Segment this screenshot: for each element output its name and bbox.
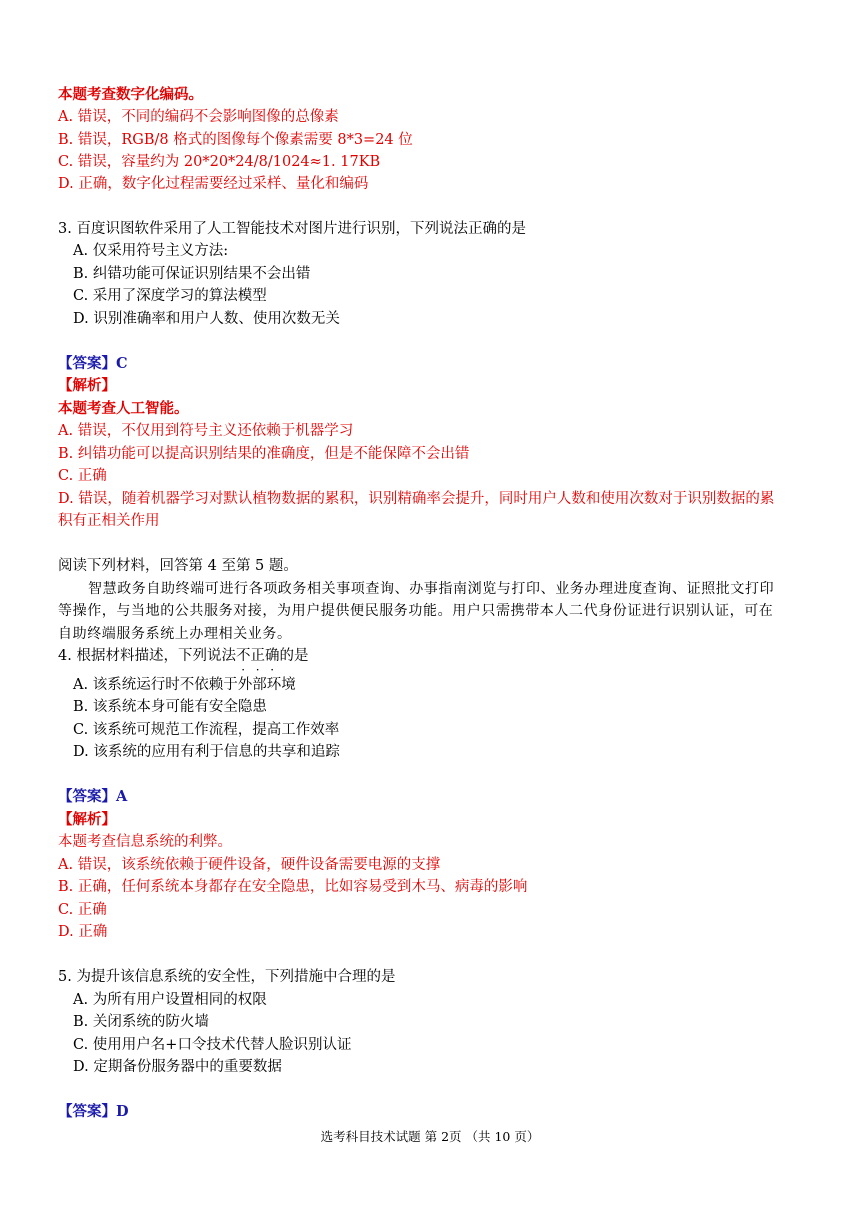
q4-topic: 本题考查信息系统的利弊。 [58,834,232,850]
q4-option-b: B. 该系统本身可能有安全隐患 [73,699,267,715]
q4-answer [58,787,127,807]
q4-stem-emphasis-1: 不 [235,648,251,664]
q2-analysis-c: C. 错误，容量约为 20*20*24/8/1024≈1. 17KB [58,154,381,170]
material-paragraph-line2: 等操作，与当地的公共服务对接，为用户提供便民服务功能。用户只需携带本人二代身份证进行识别认证，可在 [58,603,774,619]
answer-label: 【答案】 [58,1103,116,1120]
material-paragraph-line1: 智慧政务自助终端可进行各项政务相关事项查询、办事指南浏览与打印、业务办理进度查询、证照批文打印 [88,581,775,597]
q3-stem: 3. 百度识图软件采用了人工智能技术对图片进行识别，下列说法正确的是 [58,221,526,237]
q2-analysis-b: B. 错误，RGB/8 格式的图像每个像素需要 8*3=24 位 [58,132,413,148]
answer-label: 【答案】 [58,355,116,372]
q4-stem [58,646,308,666]
q4-stem-pre: 4. 根据材料描述，下列说法 [58,648,236,664]
q3-option-b: B. 纠错功能可保证识别结果不会出错 [73,266,311,282]
material-paragraph-line3: 自助终端服务系统上办理相关业务。 [58,626,292,642]
q5-option-d: D. 定期备份服务器中的重要数据 [73,1059,282,1075]
q5-option-a: A. 为所有用户设置相同的权限 [73,992,267,1008]
page-footer: 选考科目技术试题 第 2页 （共 10 页） [320,1129,540,1144]
q5-option-b: B. 关闭系统的防火墙 [73,1014,209,1030]
q3-option-a: A. 仅采用符号主义方法: [73,243,229,259]
q5-answer [58,1102,129,1122]
q4-analysis-label: 【解析】 [58,811,116,828]
q4-stem-emphasis-2: 正 [250,648,265,664]
q3-answer [58,354,128,374]
q3-analysis-b: B. 纠错功能可以提高识别结果的准确度，但是不能保障不会出错 [58,446,470,462]
answer-value: A [116,788,128,805]
q4-option-c: C. 该系统可规范工作流程，提高工作效率 [73,722,340,738]
answer-label: 【答案】 [58,788,116,805]
q3-analysis-label: 【解析】 [58,377,116,394]
q3-analysis-a: A. 错误，不仅用到符号主义还依赖于机器学习 [58,423,354,439]
q3-analysis-d-line1: D. 错误，随着机器学习对默认植物数据的累积，识别精确率会提升，同时用户人数和使用次数对于识别数据的累 [58,491,775,507]
q3-topic: 本题考查人工智能。 [58,400,189,417]
q4-analysis-d: D. 正确 [58,924,108,940]
material-intro: 阅读下列材料，回答第 4 至第 5 题。 [58,558,298,574]
q2-analysis-d: D. 正确，数字化过程需要经过采样、量化和编码 [58,176,369,192]
q4-option-a: A. 该系统运行时不依赖于外部环境 [73,677,296,693]
q2-analysis-a: A. 错误，不同的编码不会影响图像的总像素 [58,109,339,125]
q3-option-c: C. 采用了深度学习的算法模型 [73,288,267,304]
q3-analysis-c: C. 正确 [58,468,107,484]
q4-stem-emphasis-3: 确 [264,648,280,664]
q4-analysis-b: B. 正确，任何系统本身都存在安全隐患，比如容易受到木马、病毒的影响 [58,879,528,895]
q4-option-d: D. 该系统的应用有利于信息的共享和追踪 [73,744,340,760]
q4-analysis-a: A. 错误，该系统依赖于硬件设备，硬件设备需要电源的支撑 [58,857,441,873]
q3-option-d: D. 识别准确率和用户人数、使用次数无关 [73,311,340,327]
answer-value: C [116,355,128,372]
q3-analysis-d-line2: 积有正相关作用 [58,513,160,529]
answer-value: D [116,1103,129,1120]
q2-topic: 本题考查数字化编码。 [58,86,203,103]
q4-stem-post: 的是 [279,648,309,664]
q5-stem: 5. 为提升该信息系统的安全性，下列措施中合理的是 [58,969,396,985]
q5-option-c: C. 使用用户名+口令技术代替人脸识别认证 [73,1037,352,1053]
q4-analysis-c: C. 正确 [58,902,107,918]
